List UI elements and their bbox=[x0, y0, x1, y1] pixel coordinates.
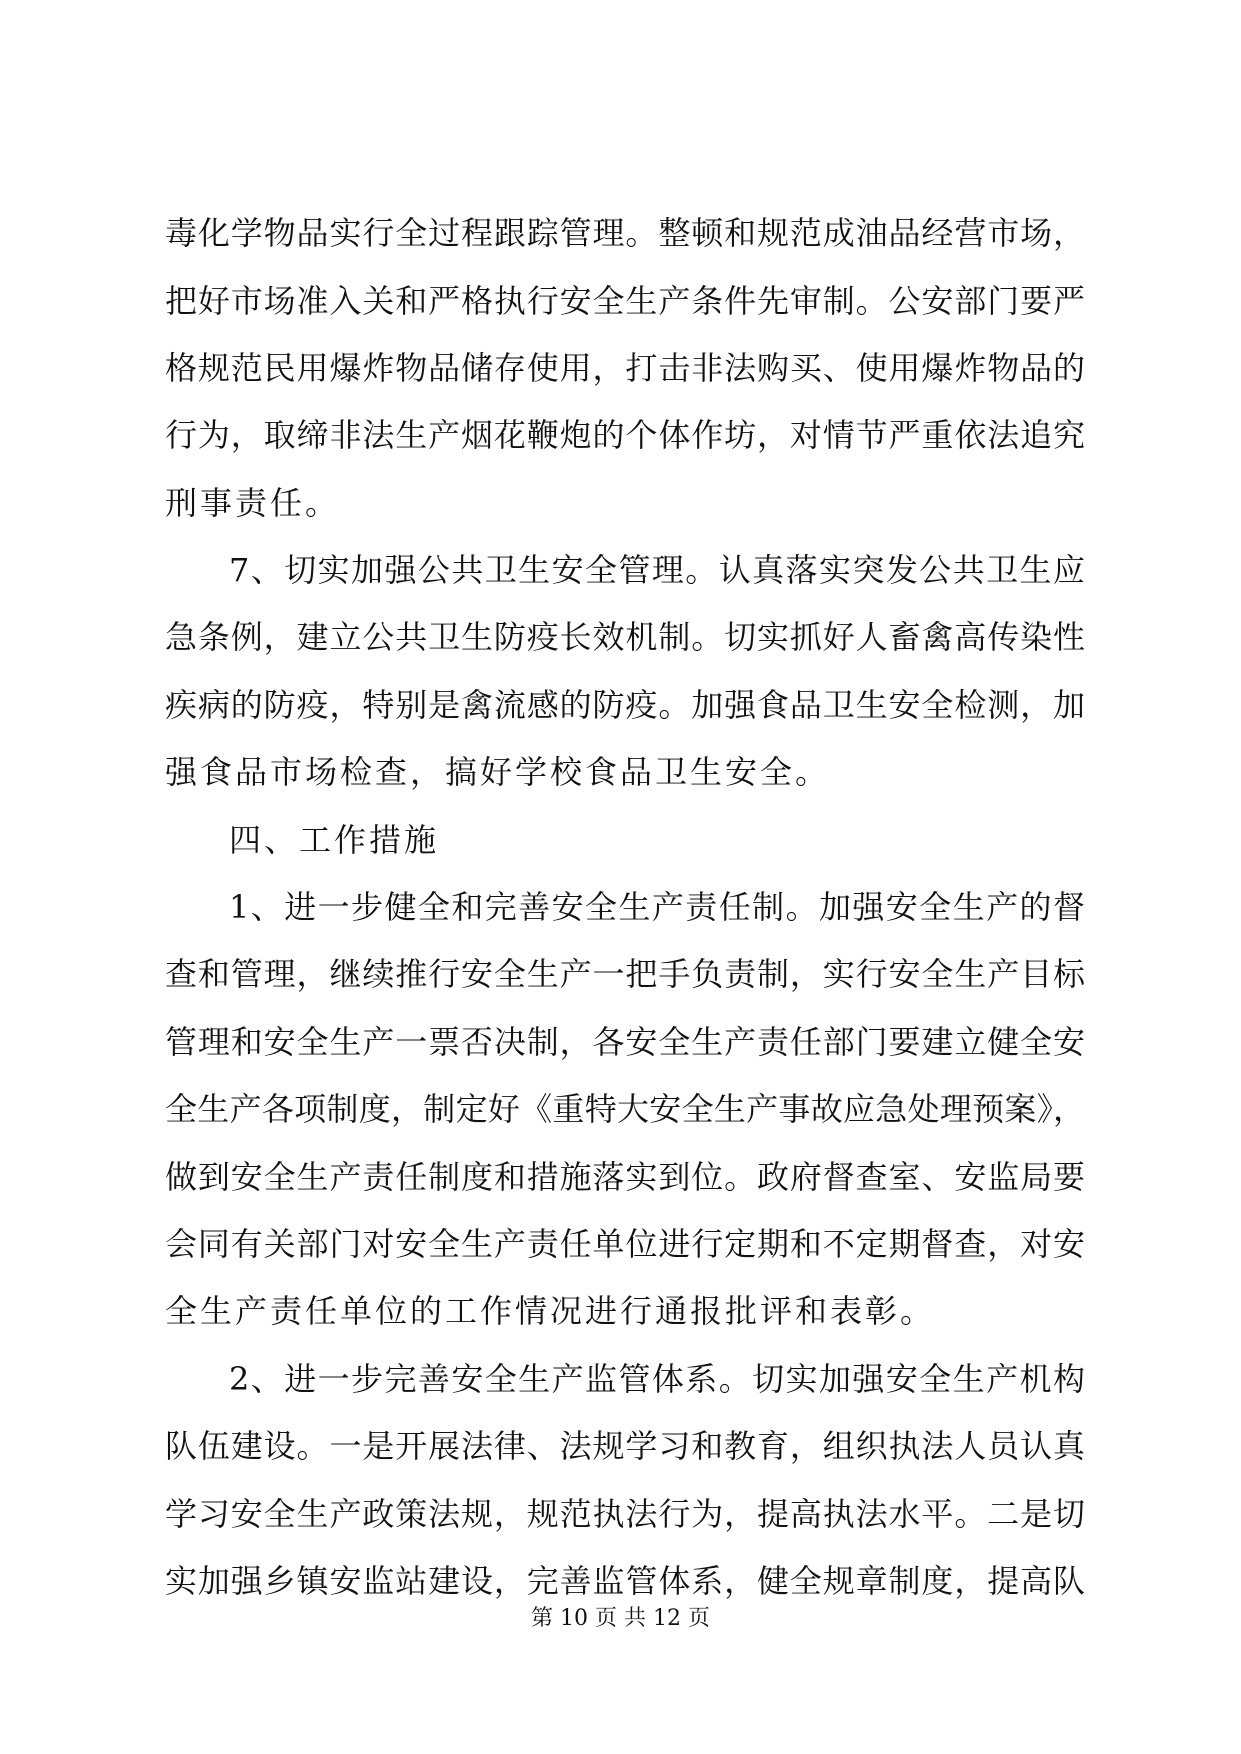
text-line: 做到安全生产责任制度和措施落实到位。政府督查室、安监局要 bbox=[165, 1158, 1085, 1196]
text-line: 把好市场准入关和严格执行安全生产条件先审制。公安部门要严 bbox=[165, 282, 1085, 320]
text-line: 毒化学物品实行全过程跟踪管理。整顿和规范成油品经营市场， bbox=[165, 214, 1085, 252]
section-heading: 四、工作措施 bbox=[229, 821, 440, 859]
text-line: 2、进一步完善安全生产监管体系。切实加强安全生产机构 bbox=[229, 1360, 1085, 1398]
text-line: 队伍建设。一是开展法律、法规学习和教育，组织执法人员认真 bbox=[165, 1427, 1085, 1465]
text-line: 全生产责任单位的工作情况进行通报批评和表彰。 bbox=[165, 1292, 936, 1330]
text-line: 全生产各项制度，制定好《重特大安全生产事故应急处理预案》， bbox=[165, 1090, 1085, 1128]
text-line: 会同有关部门对安全生产责任单位进行定期和不定期督查，对安 bbox=[165, 1225, 1085, 1263]
text-line: 查和管理，继续推行安全生产一把手负责制，实行安全生产目标 bbox=[165, 955, 1085, 993]
text-line: 管理和安全生产一票否决制，各安全生产责任部门要建立健全安 bbox=[165, 1023, 1085, 1061]
text-line: 学习安全生产政策法规，规范执法行为，提高执法水平。二是切 bbox=[165, 1495, 1085, 1533]
text-line: 1、进一步健全和完善安全生产责任制。加强安全生产的督 bbox=[229, 888, 1085, 926]
text-line: 急条例，建立公共卫生防疫长效机制。切实抓好人畜禽高传染性 bbox=[165, 618, 1085, 656]
text-line: 疾病的防疫，特别是禽流感的防疫。加强食品卫生安全检测，加 bbox=[165, 686, 1085, 724]
text-line: 行为，取缔非法生产烟花鞭炮的个体作坊，对情节严重依法追究 bbox=[165, 416, 1085, 454]
text-line: 刑事责任。 bbox=[165, 484, 341, 522]
text-line: 强食品市场检查，搞好学校食品卫生安全。 bbox=[165, 753, 831, 791]
text-line: 实加强乡镇安监站建设，完善监管体系，健全规章制度，提高队 bbox=[165, 1562, 1085, 1600]
text-line: 格规范民用爆炸物品储存使用，打击非法购买、使用爆炸物品的 bbox=[165, 349, 1085, 387]
text-line: 7、切实加强公共卫生安全管理。认真落实突发公共卫生应 bbox=[229, 551, 1085, 589]
page-number-footer: 第 10 页 共 12 页 bbox=[531, 1606, 710, 1631]
